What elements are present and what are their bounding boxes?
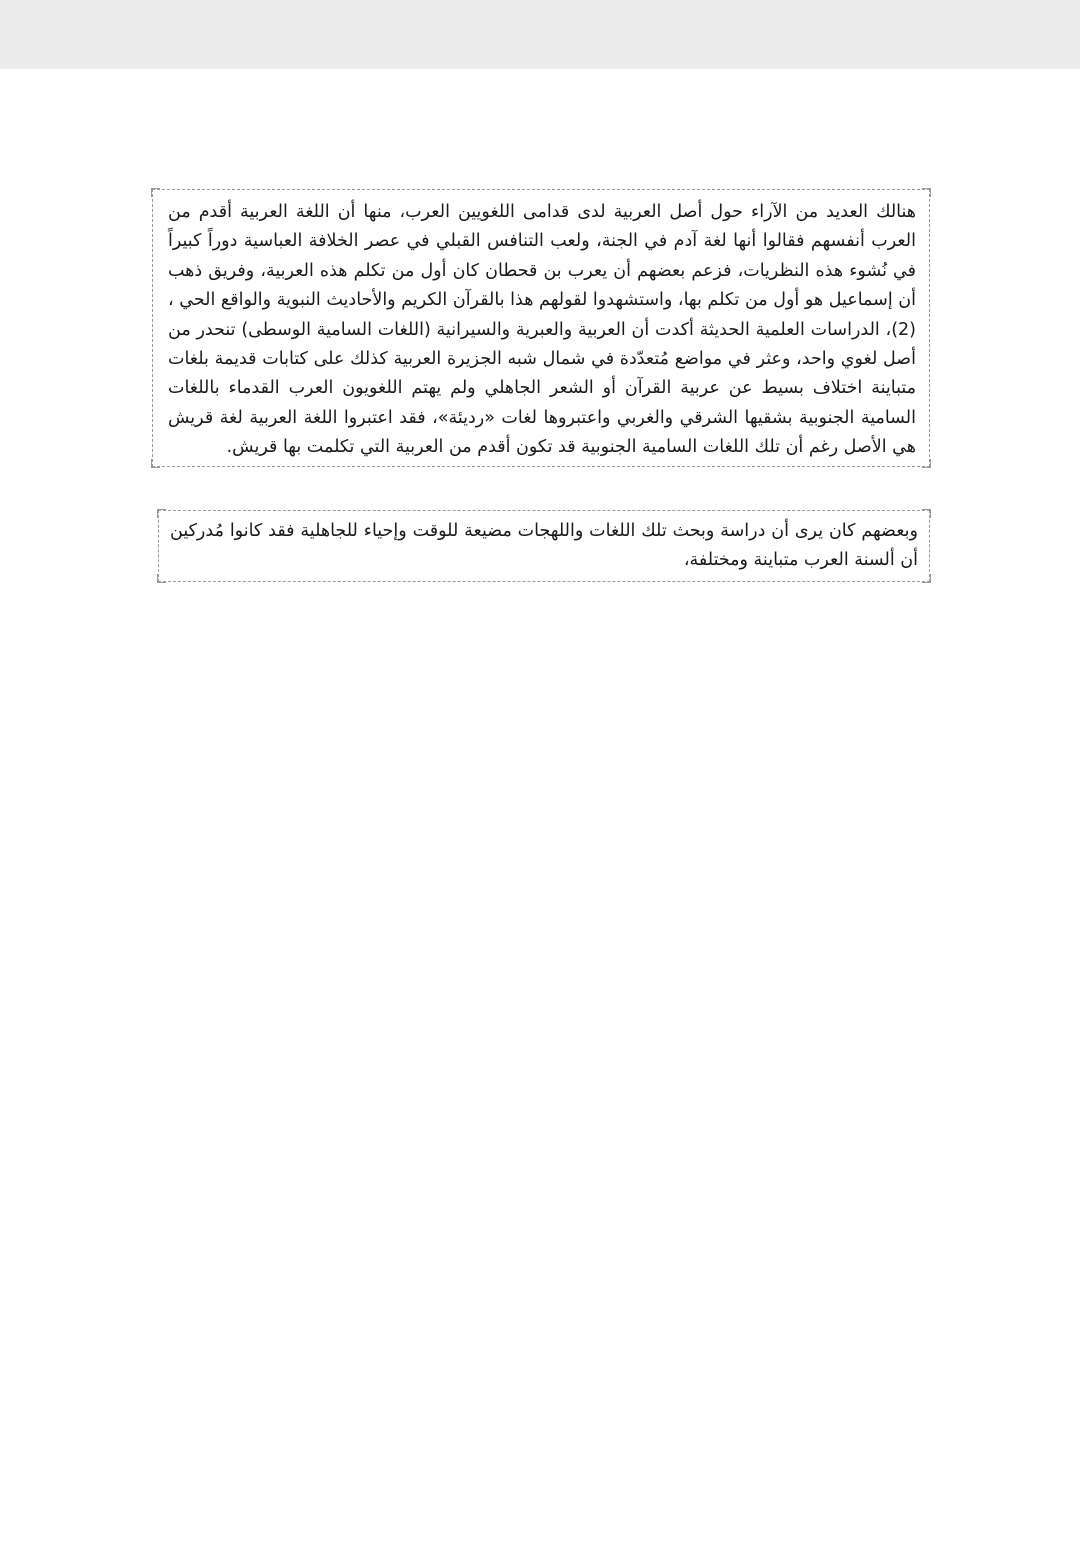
text-box-1: [152, 189, 930, 467]
paragraph-2: وبعضهم كان يرى أن دراسة وبحث تلك اللغات واللهجات مضيعة للوقت وإحياء للجاهلية فقد كانوا مُدركين أن ألسنة العرب متباينة ومختلفة،: [170, 521, 918, 571]
top-bar: [0, 0, 1080, 69]
document-page: [0, 69, 1080, 1557]
paragraph-1: هنالك العديد من الآراء حول أصل العربية لدى قدامى اللغويين العرب، منها أن اللغة العربية أقدم من العرب أنفسهم فقالوا أنها لغة آدم في الجنة، ولعب التنافس القبلي في عصر الخلافة العباسية دوراً كبيراً في نُشوء هذه النظريات، فزعم بعضهم أن يعرب بن قحطان كان أول من تكلم هذه العربية، وفريق ذهب أن إسماعيل هو أول من تكلم بها، واستشهدوا لقولهم هذا بالقرآن الكريم والأحاديث النبوية والواقع الحي ،(2)، الدراسات العلمية الحديثة أكدت أن العربية والعبرية والسيرانية (اللغات السامية الوسطى) تنحدر من أصل لغوي واحد، وعثر في مواضع مُتعدّدة في شمال شبه الجزيرة العربية كذلك على كتابات قديمة بلغات متباينة اختلاف بسيط عن عربية القرآن أو الشعر الجاهلي ولم يهتم اللغويون العرب القدماء باللغات السامية الجنوبية بشقيها الشرقي والغربي واعتبروها لغات «رديئة»، فقد اعتبروا اللغة العربية لغة قريش هي الأصل رغم أن تلك اللغات السامية الجنوبية قد تكون أقدم من العربية التي تكلمت بها قريش.: [168, 202, 916, 458]
text-box-2: [158, 510, 930, 582]
